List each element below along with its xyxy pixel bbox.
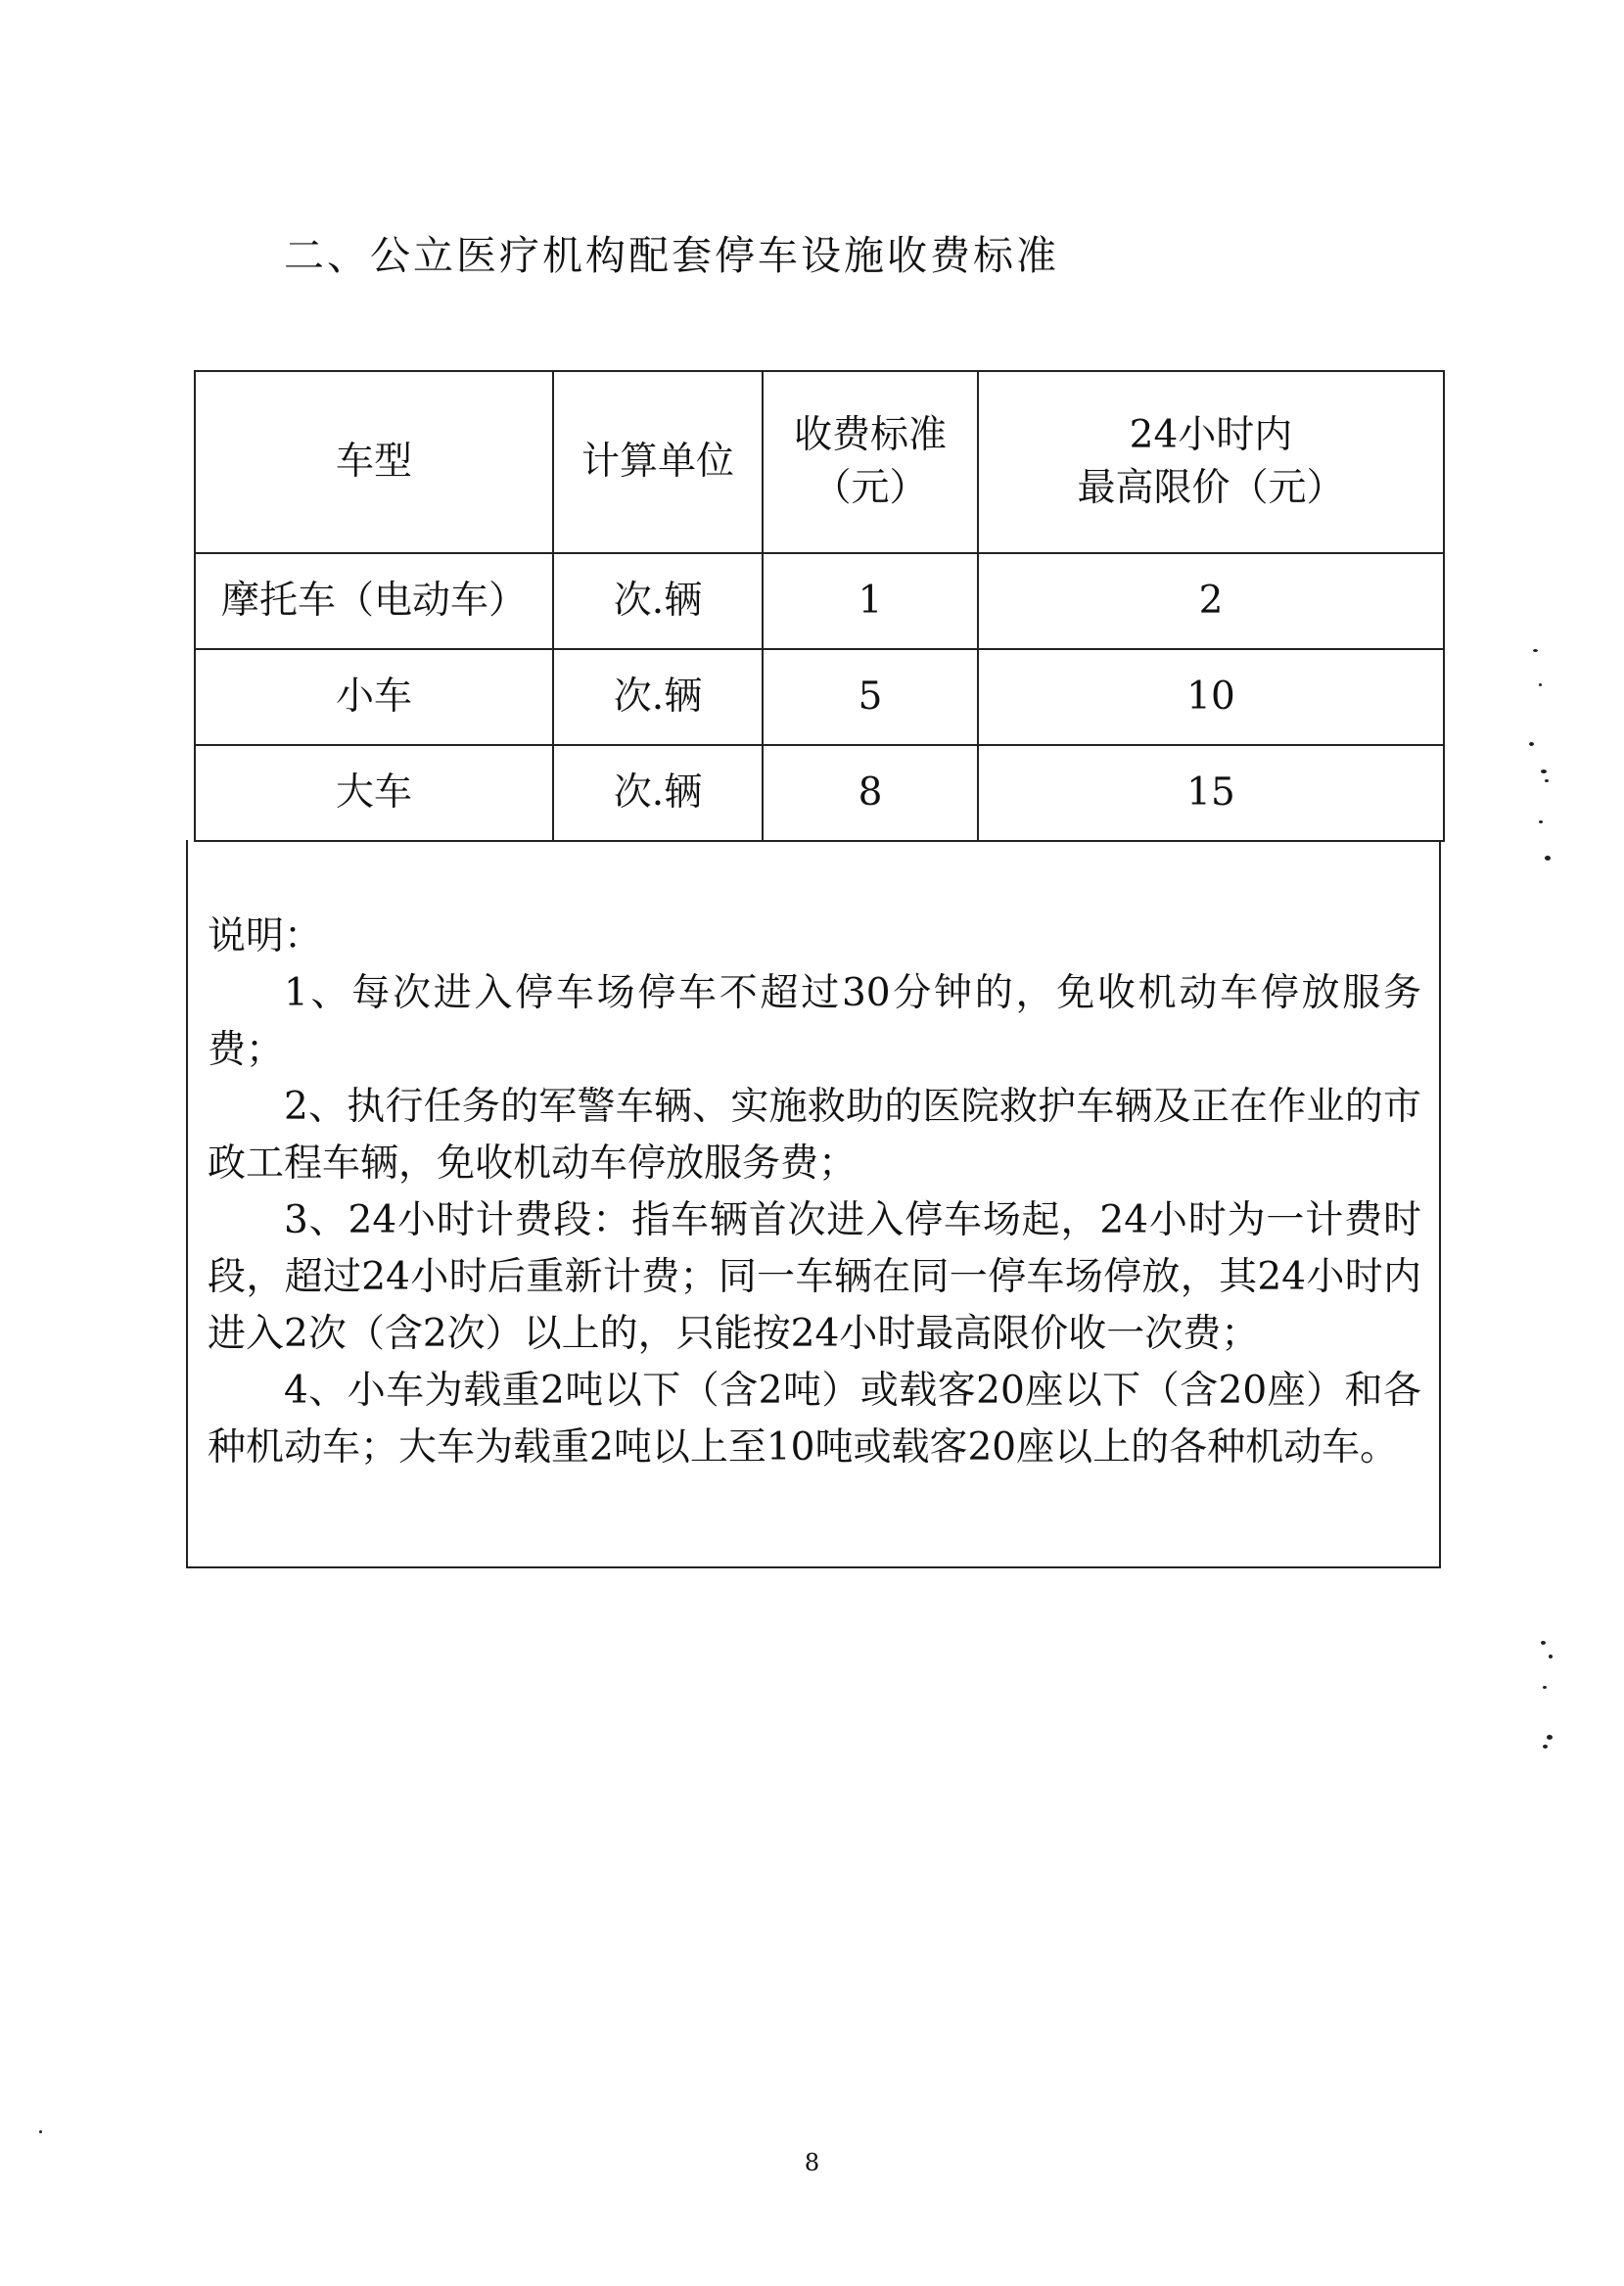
cell-standard: 5 xyxy=(763,649,978,745)
cell-max-price: 15 xyxy=(978,745,1444,841)
page-number: 8 xyxy=(804,2149,820,2176)
scan-speck xyxy=(1541,770,1547,773)
scan-speck xyxy=(1543,1745,1548,1749)
scan-speck xyxy=(1549,1655,1553,1658)
cell-standard: 8 xyxy=(763,745,978,841)
cell-unit: 次.辆 xyxy=(553,649,763,745)
scan-speck xyxy=(39,2130,42,2133)
table-row xyxy=(195,649,1444,745)
header-unit: 计算单位 xyxy=(553,371,763,553)
header-vehicle-type: 车型 xyxy=(195,371,553,553)
header-max-line1: 24小时内 xyxy=(1129,413,1293,457)
note-item: 4、小车为载重2吨以下（含2吨）或载客20座以下（含20座）和各种机动车；大车为载重2吨以上至10吨或载客20座以上的各种机动车。 xyxy=(208,1369,1421,1470)
scan-speck xyxy=(1539,820,1543,823)
cell-max-price: 2 xyxy=(978,553,1444,649)
scan-speck xyxy=(1533,649,1538,652)
section-heading: 二、公立医疗机构配套停车设施收费标准 xyxy=(284,232,1059,279)
cell-unit: 次.辆 xyxy=(553,553,763,649)
scan-speck xyxy=(1529,742,1534,746)
scan-speck xyxy=(1539,683,1542,686)
note-item: 1、每次进入停车场停车不超过30分钟的，免收机动车停放服务费； xyxy=(208,971,1421,1072)
table-header-row xyxy=(195,371,1444,553)
cell-vehicle-type: 摩托车（电动车） xyxy=(195,553,553,649)
scan-speck xyxy=(1545,856,1551,861)
table-row xyxy=(195,745,1444,841)
header-max-price xyxy=(978,371,1444,553)
scan-speck xyxy=(1543,1686,1547,1689)
cell-standard: 1 xyxy=(763,553,978,649)
cell-max-price: 10 xyxy=(978,649,1444,745)
scan-speck xyxy=(1545,779,1549,782)
header-standard-line1: 收费标准 xyxy=(793,413,947,457)
notes-content xyxy=(208,909,1421,1476)
cell-unit: 次.辆 xyxy=(553,745,763,841)
header-standard xyxy=(763,371,978,553)
scan-speck xyxy=(1541,1641,1546,1645)
cell-vehicle-type: 大车 xyxy=(195,745,553,841)
note-item: 2、执行任务的军警车辆、实施救助的医院救护车辆及正在作业的市政工程车辆，免收机动车停放服务费； xyxy=(208,1085,1421,1186)
header-max-line2: 最高限价（元） xyxy=(1077,466,1345,510)
notes-title: 说明： xyxy=(208,914,323,958)
notes-box xyxy=(186,840,1441,1568)
scan-speck xyxy=(1547,1735,1553,1740)
header-standard-line2: （元） xyxy=(812,466,928,510)
parking-fee-table xyxy=(194,370,1445,842)
cell-vehicle-type: 小车 xyxy=(195,649,553,745)
table-row xyxy=(195,553,1444,649)
note-item: 3、24小时计费段：指车辆首次进入停车场起，24小时为一计费时段，超过24小时后重新计费；同一车辆在同一停车场停放，其24小时内进入2次（含2次）以上的，只能按24小时最高限价收一次费； xyxy=(208,1198,1421,1356)
